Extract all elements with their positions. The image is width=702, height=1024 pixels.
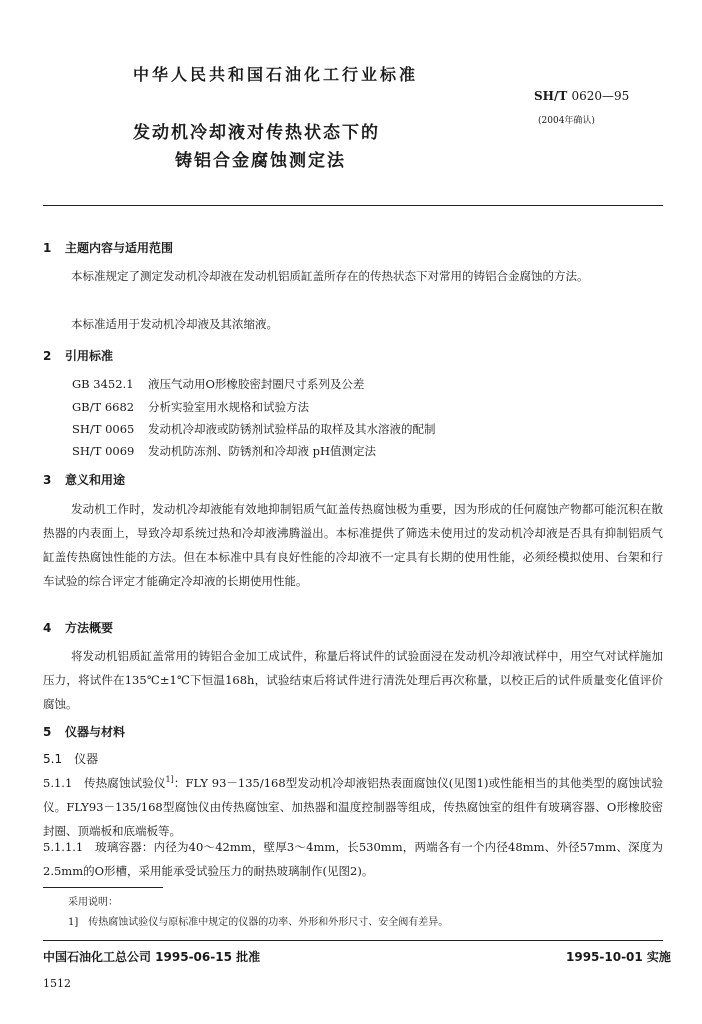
standard-code-number: 0620—95: [571, 89, 630, 103]
standard-code-prefix: SH/T: [534, 89, 572, 103]
footnote-rule: [43, 887, 163, 888]
section-title: 方法概要: [65, 621, 114, 635]
subsection-5-1-1-label: 5.1.1 传热腐蚀试验仪: [43, 775, 166, 790]
footnote-item: 1] 传热腐蚀试验仪与原标准中规定的仪器的功率、外形和外形尺寸、安全阀有差异。: [68, 917, 449, 928]
subsection-5-1-1: [43, 768, 663, 843]
footnote-ref: 1]: [165, 775, 174, 784]
reference-title: 发动机冷却液或防锈剂试验样品的取样及其水溶液的配制: [148, 422, 436, 436]
reference-item: [72, 399, 309, 415]
section-number: 2: [43, 349, 52, 363]
section-3-heading: [43, 471, 125, 488]
subsection-5-1-1-text: ：FLY 93－135/168型发动机冷却液铝热表面腐蚀仪(见图1)或性能相当的其他类型的腐蚀试验仪。FLY93－135/168型腐蚀仪由传热腐蚀室、加热器和温度控制器等组成，传热腐蚀室的组件有玻璃容器、O形橡胶密封圈、顶端板和底端板等。: [43, 775, 663, 838]
section-2-heading: [43, 347, 113, 364]
doc-title-line1: 发动机冷却液对传热状态下的: [133, 123, 380, 143]
section-4-para-1: 将发动机铝质缸盖常用的铸铝合金加工成试件，称量后将试件的试验面浸在发动机冷却液试样中，用空气对试样施加压力，将试件在135℃±1℃下恒温168h，试验结束后将试件进行清洗处理后再次称量，以校正后的试件质量变化值评价腐蚀。: [43, 649, 663, 711]
reference-title: 发动机防冻剂、防锈剂和冷却液 pH值测定法: [148, 444, 377, 458]
bottom-rule: [43, 940, 663, 941]
reconfirm-note: (2004年确认): [538, 116, 595, 126]
reference-code: GB 3452.1: [72, 377, 134, 391]
section-title: 主题内容与适用范围: [65, 241, 174, 255]
section-title: 意义和用途: [65, 473, 126, 487]
standard-code: [534, 89, 629, 103]
reference-code: GB/T 6682: [72, 400, 135, 414]
section-title: 仪器与材料: [65, 725, 126, 739]
reference-title: 分析实验室用水规格和试验方法: [148, 400, 309, 414]
section-5-heading: [43, 723, 125, 740]
section-number: 3: [43, 473, 52, 487]
section-number: 4: [43, 621, 52, 635]
section-1-para-2: 本标准适用于发动机冷却液及其浓缩液。: [71, 317, 278, 331]
org-title: 中华人民共和国石油化工行业标准: [133, 65, 419, 84]
subsection-5-1: 5.1 仪器: [43, 752, 99, 766]
section-number: 1: [43, 241, 52, 255]
issuer-line: 中国石油化工总公司 1995-06-15 批准: [43, 950, 261, 964]
subsection-5-1-1-1: 5.1.1.1 玻璃容器：内径为40～42mm，壁厚3～4mm，长530mm，两端各有一个内径48mm、外径57mm、深度为2.5mm的O形槽，采用能承受试验压力的耐热玻璃制作(见图2)。: [43, 840, 663, 878]
section-4-heading: [43, 619, 113, 636]
reference-title: 液压气动用O形橡胶密封圈尺寸系列及公差: [148, 377, 365, 391]
section-1-heading: [43, 239, 173, 256]
section-3-para-1: 发动机工作时，发动机冷却液能有效地抑制铝质气缸盖传热腐蚀极为重要，因为形成的任何腐蚀产物都可能沉积在散热器的内表面上，导致冷却系统过热和冷却液沸腾溢出。本标准提供了筛选未使用过的发动机冷却液是否具有抑制铝质气缸盖传热腐蚀性能的方法。但在本标准中具有良好性能的冷却液不一定具有长期的使用性能，必须经模拟使用、台架和行车试验的综合评定才能确定冷却液的长期使用性能。: [43, 502, 663, 588]
reference-item: [72, 421, 436, 437]
reference-code: SH/T 0069: [72, 444, 135, 458]
section-number: 5: [43, 725, 52, 739]
reference-code: SH/T 0065: [72, 422, 135, 436]
reference-item: [72, 376, 364, 392]
footnote-heading: 采用说明：: [68, 897, 118, 908]
doc-title-line2: 铸铝合金腐蚀测定法: [175, 151, 346, 171]
top-rule: [43, 205, 663, 206]
reference-item: [72, 443, 376, 459]
page-number: 1512: [43, 977, 71, 990]
implementation-date: 1995-10-01 实施: [566, 950, 671, 964]
section-1-para-1: 本标准规定了测定发动机冷却液在发动机铝质缸盖所存在的传热状态下对常用的铸铝合金腐蚀的方法。: [71, 269, 589, 283]
section-title: 引用标准: [65, 349, 114, 363]
